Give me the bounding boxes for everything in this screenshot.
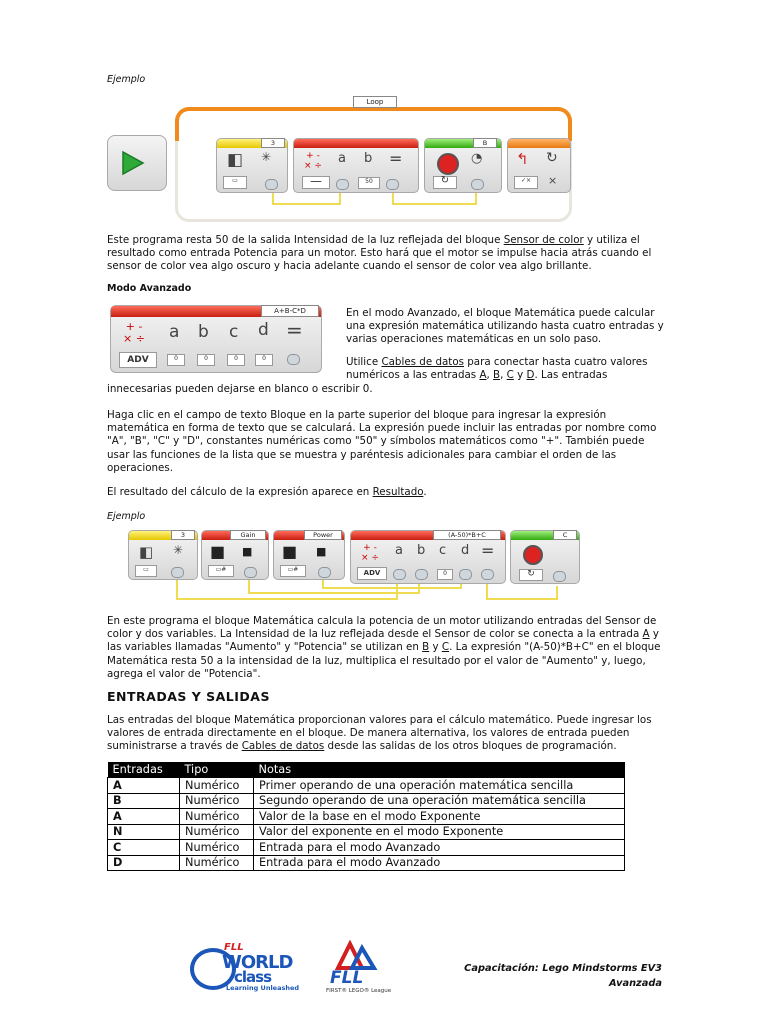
math-input-b-port[interactable] [415, 569, 428, 580]
input-name: C [108, 840, 180, 856]
briefcase-icon: ■ [282, 542, 298, 561]
input-notes: Segundo operando de una operación matemática sencilla [254, 793, 625, 809]
color-sensor-icon: ◧ [139, 543, 154, 561]
motor-icon [437, 153, 459, 175]
io-heading: ENTRADAS Y SALIDAS [107, 689, 270, 704]
math-input-c-value[interactable]: 0 [437, 569, 453, 580]
example2-program [128, 528, 604, 604]
mode-selector-icon[interactable]: ▭ [223, 176, 247, 189]
input-c-letter: c [229, 322, 239, 342]
loop-close-icon: × [548, 174, 558, 187]
example1-text-after: y utiliza el resultado como entrada Potencia para un motor. Esto hará que el motor se impulse hacia atrás cuando el sensor de color vea algo oscuro y hacia adelante cuando el sensor de color vea algo brillante. [107, 234, 652, 273]
example1-label: Ejemplo [107, 74, 146, 85]
variable-gain-output-port[interactable] [244, 567, 257, 578]
input-d-value[interactable]: 0 [255, 354, 273, 366]
advanced-paragraph-4: El resultado del cálculo de la expresión aparece en Resultado. [107, 486, 427, 498]
example1-description [107, 234, 662, 274]
loop-exit-icon: ↰ [516, 150, 529, 168]
example1-program [107, 95, 582, 225]
logo2-main-text: FLL [330, 968, 364, 988]
logo1-main-text: WORLD [222, 952, 293, 973]
column-header-notes: Notas [254, 762, 625, 778]
input-a-letter: a [338, 151, 346, 166]
briefcase-small-icon: ■ [242, 545, 253, 558]
fll-logo [326, 940, 390, 998]
input-a-letter: a [395, 543, 403, 558]
table-row [108, 793, 625, 809]
briefcase-small-icon: ■ [316, 545, 327, 558]
input-name: A [108, 778, 180, 794]
light-icon: ✳ [261, 150, 272, 164]
input-b-link[interactable]: B [493, 369, 501, 382]
advanced-mode-button[interactable]: ADV [357, 567, 387, 580]
fll-world-class-logo [186, 942, 316, 996]
input-d-letter: d [258, 320, 269, 340]
table-row [108, 840, 625, 856]
color-sensor-block[interactable] [128, 530, 198, 580]
inputs-table [107, 762, 625, 871]
subtract-mode-icon[interactable]: — [302, 176, 330, 189]
table-row [108, 809, 625, 825]
variable-power-output-port[interactable] [318, 567, 331, 578]
logo1-main2-text: class [234, 968, 272, 986]
math-result-port[interactable] [386, 179, 399, 190]
table-header-row [108, 762, 625, 778]
math-input-a-port[interactable] [336, 179, 349, 190]
expression-field[interactable]: A+B-C*D [261, 305, 319, 317]
advanced-mode-button[interactable]: ADV [119, 352, 157, 368]
io-description: Las entradas del bloque Matemática proporcionan valores para el cálculo matemático. Puede ingresar los valores de entrada directamente en el bloque. De manera alternativa, los valores de entrada pueden suministrarse a través de Cables de datos desde las salidas de los otros bloques de programación. [107, 714, 652, 753]
advanced-math-block[interactable] [110, 305, 322, 373]
example2-description: En este programa el bloque Matemática calcula la potencia de un motor utilizando entradas del Sensor de color y dos variables. La Intensidad de la luz reflejada desde el Sensor de color se conecta a la entrada A y las variables llamadas "Aumento" y "Potencia" se utilizan en B y C. La expresión "(A-50)*B+C" en el bloque Matemática resta 50 a la intensidad de la luz, multiplica el resultado por el valor de "Aumento" y, luego, agrega el valor de "Potencia". [107, 615, 661, 680]
advanced-paragraph-1: En el modo Avanzado, el bloque Matemática puede calcular una expresión matemática utilizando hasta cuatro entradas y varias operaciones matemáticas en un solo paso. [346, 307, 664, 346]
power-gauge-icon: ◔ [471, 151, 483, 166]
sensor-port-tag[interactable]: 3 [261, 138, 285, 148]
input-a-letter: a [169, 322, 180, 342]
math-result-port[interactable] [481, 569, 494, 580]
math-ops-icon: + - × ÷ [361, 543, 379, 563]
loop-mode-icon[interactable]: ✓× [514, 176, 538, 189]
table-row [108, 855, 625, 871]
color-sensor-icon: ◧ [227, 150, 244, 170]
input-a-link[interactable]: A [479, 369, 487, 382]
input-notes: Entrada para el modo Avanzado [254, 840, 625, 856]
math-input-d-port[interactable] [459, 569, 472, 580]
motor-block[interactable] [424, 138, 502, 193]
input-b-ref[interactable]: B [422, 641, 430, 654]
column-header-inputs: Entradas [108, 762, 180, 778]
variable-mode-icon[interactable]: ▭# [280, 565, 306, 577]
input-b-letter: b [198, 322, 209, 342]
play-icon [119, 150, 145, 176]
input-c-link[interactable]: C [506, 369, 514, 382]
advanced-paragraph-3: Haga clic en el campo de texto Bloque en la parte superior del bloque para ingresar la expresión matemática en forma de texto que se calculará. La expresión puede incluir las entradas por nombre como "A", "B", "C" y "D", constantes numéricas como "50" y símbolos matemáticos como "+". También puede usar las funciones de la lista que se muestra y paréntesis adicionales para cambiar el orden de las operaciones. [107, 409, 657, 474]
input-b-value[interactable]: 0 [197, 354, 215, 366]
input-notes: Valor de la base en el modo Exponente [254, 809, 625, 825]
math-input-b-value[interactable]: 50 [358, 177, 380, 189]
loop-end-block[interactable] [507, 138, 571, 193]
footer-caption-line2: Avanzada [609, 978, 662, 989]
motor-port-tag[interactable]: C [553, 530, 577, 540]
column-header-type: Tipo [180, 762, 254, 778]
logo1-sub-text: Learning Unleashed [226, 984, 300, 992]
color-sensor-block[interactable] [216, 138, 288, 193]
cables-de-datos-link[interactable]: Cables de datos [381, 356, 464, 368]
advanced-paragraph-2: Utilice Cables de datos para conectar hasta cuatro valores numéricos a las entradas A, B, C y D. Las entradas [346, 356, 648, 382]
input-b-letter: b [364, 151, 373, 166]
motor-block[interactable] [510, 530, 580, 584]
light-icon: ✳ [173, 543, 184, 557]
example2-label: Ejemplo [107, 511, 146, 522]
variable-power-block[interactable] [273, 530, 345, 580]
input-type: Numérico [180, 778, 254, 794]
intensity-output-port[interactable] [265, 179, 278, 190]
briefcase-icon: ■ [210, 542, 226, 561]
example1-text: Este programa resta 50 de la salida Intensidad de la luz reflejada del bloque [107, 234, 504, 246]
input-b-letter: b [417, 543, 426, 558]
advanced-math-block[interactable] [350, 530, 506, 584]
math-ops-icon: + - × ÷ [304, 151, 322, 171]
input-name: B [108, 793, 180, 809]
input-type: Numérico [180, 855, 254, 871]
expression-field[interactable]: (A-50)*B+C [433, 530, 501, 540]
math-block[interactable] [293, 138, 419, 193]
motor-port-tag[interactable]: B [473, 138, 497, 148]
result-output-port[interactable] [287, 354, 300, 365]
input-notes: Valor del exponente en el modo Exponente [254, 824, 625, 840]
resultado-link[interactable]: Resultado [372, 486, 424, 498]
loop-repeat-icon: ↻ [546, 150, 558, 166]
input-notes: Entrada para el modo Avanzado [254, 855, 625, 871]
variable-gain-tag[interactable]: Gain [230, 530, 266, 540]
motor-power-port[interactable] [553, 571, 566, 582]
footer-caption-line1: Capacitación: Lego Mindstorms EV3 [464, 963, 662, 974]
motor-power-port[interactable] [471, 179, 484, 190]
input-c-ref[interactable]: C [441, 641, 450, 654]
variable-power-tag[interactable]: Power [304, 530, 342, 540]
motor-mode-icon[interactable]: ↻ [519, 569, 543, 581]
footer-caption [420, 961, 662, 991]
input-c-letter: c [439, 543, 447, 558]
input-type: Numérico [180, 824, 254, 840]
sensor-de-color-link[interactable]: Sensor de color [503, 234, 584, 246]
motor-mode-icon[interactable]: ↻ [433, 176, 457, 189]
variable-gain-block[interactable] [201, 530, 269, 580]
input-type: Numérico [180, 793, 254, 809]
input-name: N [108, 824, 180, 840]
input-name: D [108, 855, 180, 871]
motor-icon [523, 545, 543, 565]
equals-icon: = [389, 149, 403, 168]
input-name: A [108, 809, 180, 825]
variable-mode-icon[interactable]: ▭# [208, 565, 234, 577]
input-type: Numérico [180, 840, 254, 856]
first-triangle-icon [334, 940, 378, 970]
table-row [108, 778, 625, 794]
logo1-top-text: FLL [224, 942, 244, 953]
advanced-paragraph-2-cont: innecesarias pueden dejarse en blanco o escribir 0. [107, 383, 373, 395]
mode-selector-icon[interactable]: ▭ [135, 565, 157, 577]
math-input-a-port[interactable] [393, 569, 406, 580]
input-notes: Primer operando de una operación matemática sencilla [254, 778, 625, 794]
input-d-link[interactable]: D [526, 369, 535, 382]
input-type: Numérico [180, 809, 254, 825]
sensor-port-tag[interactable]: 3 [171, 530, 195, 540]
equals-icon: = [286, 318, 303, 342]
math-ops-icon: + - × ÷ [123, 320, 145, 345]
table-row [108, 824, 625, 840]
input-d-letter: d [461, 543, 470, 558]
loop-tag[interactable]: Loop [353, 96, 397, 108]
start-block[interactable] [107, 135, 167, 191]
input-a-ref[interactable]: A [642, 628, 650, 641]
logo2-sub-text: FIRST® LEGO® League [326, 988, 392, 994]
equals-icon: = [481, 541, 495, 560]
intensity-output-port[interactable] [171, 567, 184, 578]
input-c-value[interactable]: 0 [227, 354, 245, 366]
input-a-value[interactable]: 0 [167, 354, 185, 366]
loop-orange-frame [175, 107, 572, 141]
advanced-heading: Modo Avanzado [107, 283, 192, 294]
cables-de-datos-link-2[interactable]: Cables de datos [241, 740, 325, 753]
